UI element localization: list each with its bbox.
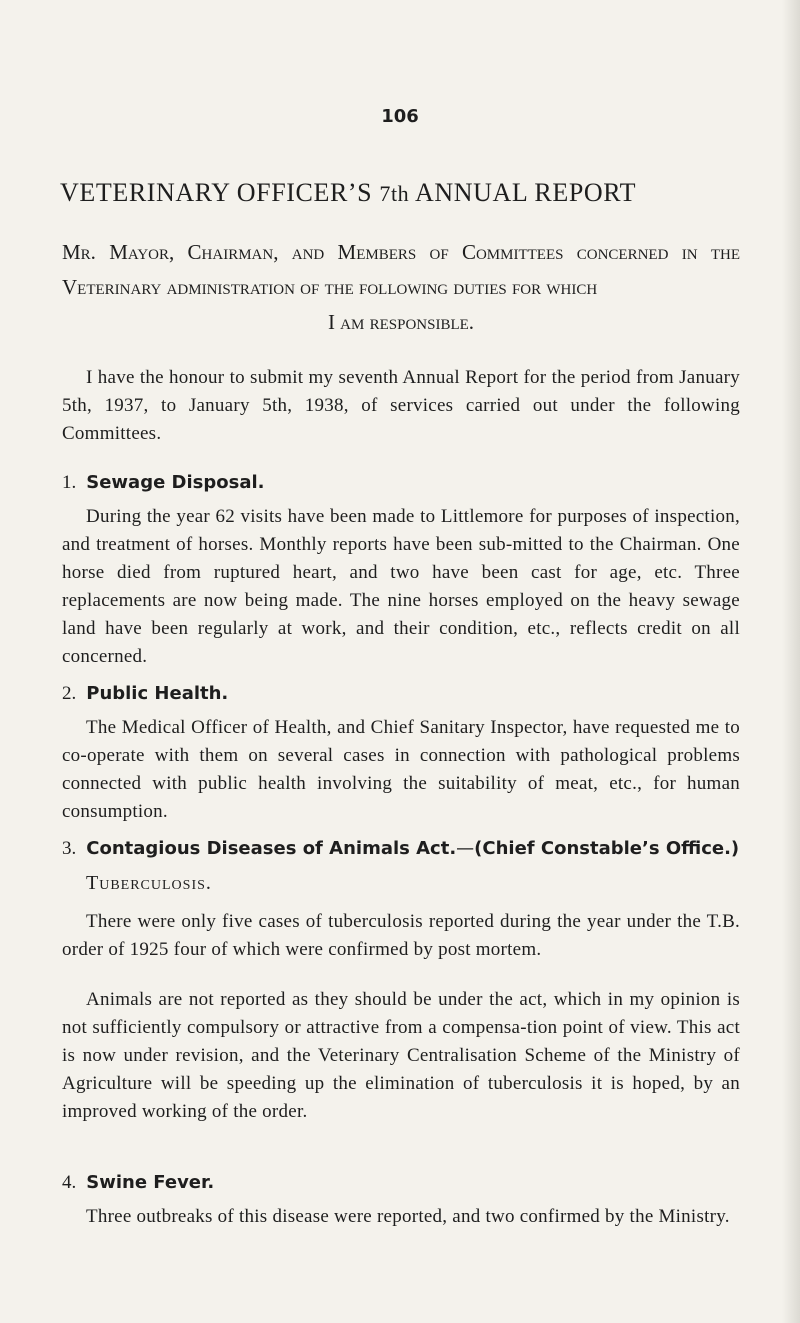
section-number: 2.	[62, 683, 77, 704]
salutation	[62, 235, 740, 340]
section-title: Swine Fever.	[86, 1172, 215, 1193]
section-paragraph: During the year 62 visits have been made to Littlemore for purposes of inspection, and treatment of horses. Monthly reports have been sub-mitted to the Chairman. One horse died from ruptured heart, and two have been cast for age, etc. Three replacements are now being made. The nine horses employed on the heavy sewage land have been regularly at work, and their condition, etc., reflects credit on all concerned.	[62, 506, 740, 667]
title-main: VETERINARY OFFICER’S	[60, 178, 373, 207]
section-number: 3.	[62, 838, 77, 859]
section-paragraph: The Medical Officer of Health, and Chief Sanitary Inspector, have requested me to co-operate with them on several cases in connection with pathological problems connected with public health involving the suitability of meat, etc., for human consumption.	[62, 717, 740, 822]
salutation-line-1: Mr. Mayor, Chairman, and Members of Committees concerned in	[62, 240, 698, 264]
salutation-line-3: I am responsible.	[327, 310, 475, 334]
section-heading-contagious-diseases	[62, 838, 762, 860]
intro-paragraph: I have the honour to submit my seventh Annual Report for the period from January 5th, 1937, to January 5th, 1938, of services carried out under the following Committees.	[62, 367, 740, 444]
heading-separator: —	[456, 838, 475, 859]
section-title: Public Health.	[86, 683, 229, 704]
section-title: Contagious Diseases of Animals Act.	[86, 838, 457, 859]
section-heading-swine-fever	[62, 1172, 762, 1194]
subheading-tuberculosis: Tuberculosis.	[86, 872, 212, 894]
report-title	[60, 178, 760, 208]
section-paragraph: Animals are not reported as they should be under the act, which in my opinion is not sufficiently compulsory or attractive from a compensa-tion point of view. This act is now under revision, and the Veterinary Centralisation Scheme of the Ministry of Agriculture will be speeding up the elimination of tuberculosis it is hoped, by an improved working of the order.	[62, 989, 740, 1122]
section-title: Sewage Disposal.	[86, 472, 265, 493]
page-number: 106	[381, 106, 419, 127]
salutation-line-2: the Veterinary administration of the following duties for which	[62, 240, 741, 299]
title-rest: ANNUAL REPORT	[414, 178, 637, 207]
section-heading-public-health	[62, 683, 762, 705]
section-number: 1.	[62, 472, 77, 493]
section-paragraph: Three outbreaks of this disease were reported, and two confirmed by the Ministry.	[86, 1206, 730, 1227]
title-ordinal: 7th	[379, 181, 410, 206]
section-heading-sewage	[62, 472, 762, 494]
section-title-extra: (Chief Constable’s Office.)	[474, 838, 740, 859]
section-number: 4.	[62, 1172, 77, 1193]
page-edge-shadow	[782, 0, 800, 1323]
section-paragraph: There were only five cases of tuberculosis reported during the year under the T.B. order of 1925 four of which were confirmed by post mortem.	[62, 911, 740, 960]
